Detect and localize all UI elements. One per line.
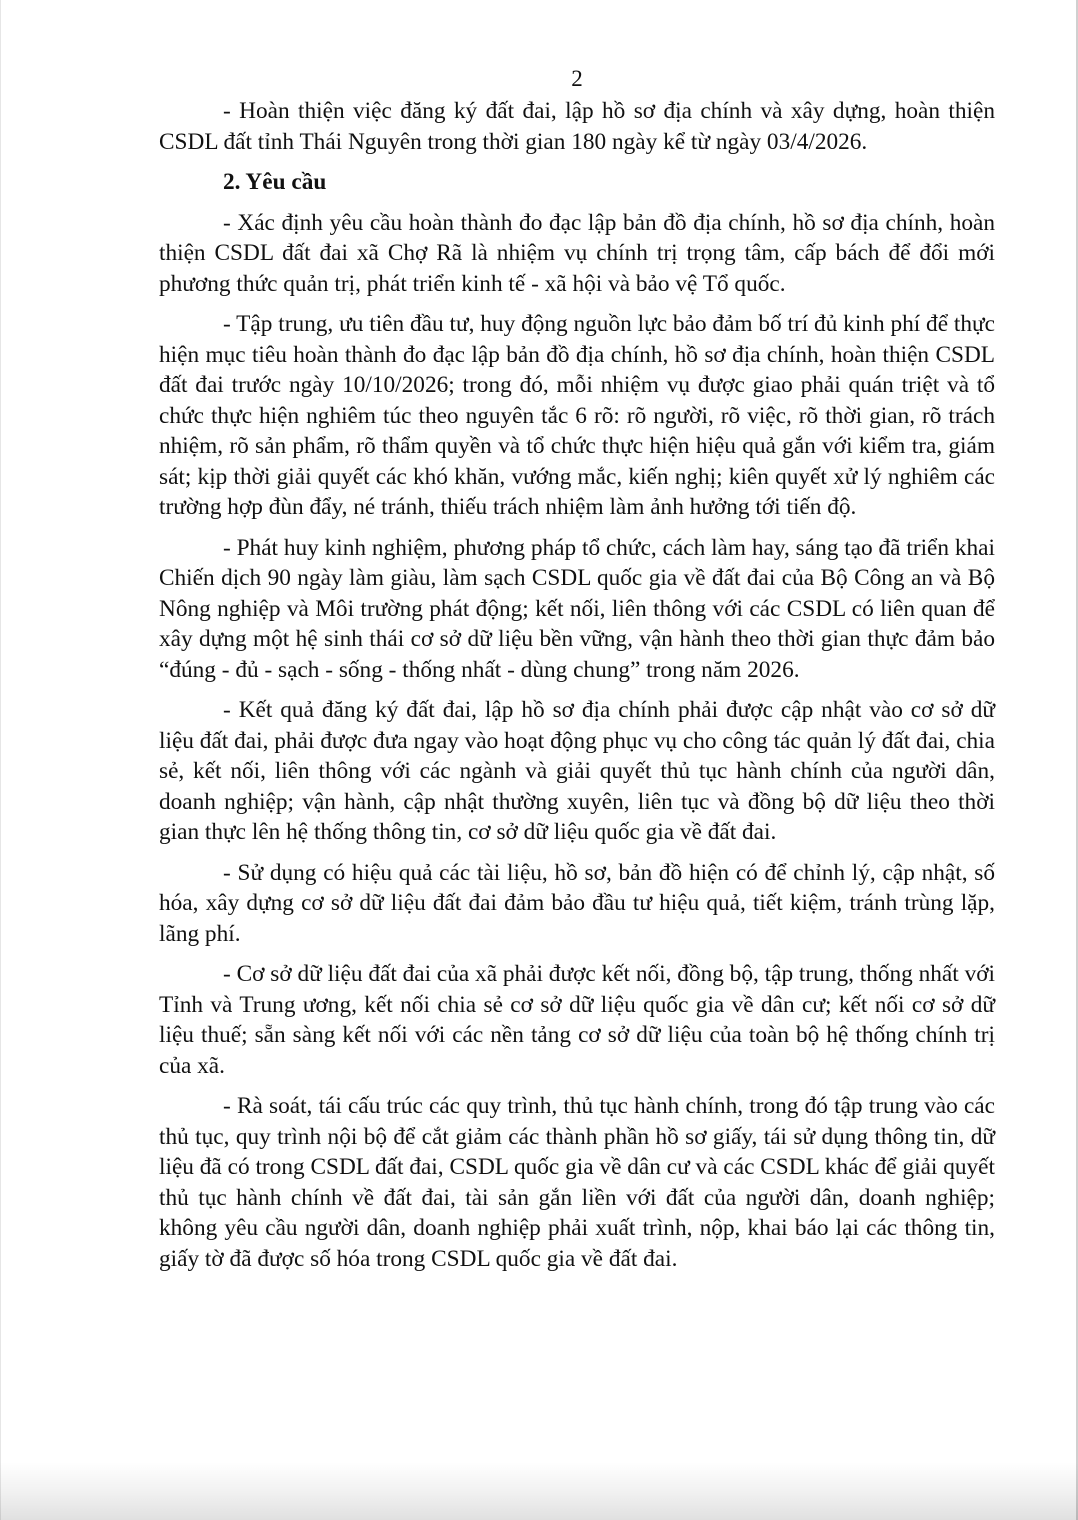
intro-paragraph: - Hoàn thiện việc đăng ký đất đai, lập hồ sơ địa chính và xây dựng, hoàn thiện CSDL đất tỉnh Thái Nguyên trong thời gian 180 ngày kể từ ngày 03/4/2026. xyxy=(159,98,995,155)
page-number: 2 xyxy=(571,66,583,91)
paragraph-7: - Rà soát, tái cấu trúc các quy trình, thủ tục hành chính, trong đó tập trung vào các thủ tục, quy trình nội bộ để cắt giảm các thành phần hồ sơ giấy, tái sử dụng thông tin, dữ liệu đã có trong CSDL đất đai, CSDL quốc gia về dân cư và các CSDL khác để giải quyết thủ tục hành chính về đất đai, tài sản gắn liền với đất của người dân, doanh nghiệp; không yêu cầu người dân, doanh nghiệp phải xuất trình, nộp, khai báo lại các thông tin, giấy tờ đã được số hóa trong CSDL quốc gia về đất đai. xyxy=(159,1093,995,1272)
section-heading: 2. Yêu cầu xyxy=(223,169,327,195)
paragraph-3: - Phát huy kinh nghiệm, phương pháp tổ chức, cách làm hay, sáng tạo đã triển khai Chiến dịch 90 ngày làm giàu, làm sạch CSDL quốc gia về đất đai của Bộ Công an và Bộ Nông nghiệp và Môi trường phát động; kết nối, liên thông với các CSDL có liên quan để xây dựng một hệ sinh thái cơ sở dữ liệu bền vững, vận hành theo thời gian thực đảm bảo “đúng - đủ - sạch - sống - thống nhất - dùng chung” trong năm 2026. xyxy=(159,534,995,683)
paragraph-5: - Sử dụng có hiệu quả các tài liệu, hồ sơ, bản đồ hiện có để chỉnh lý, cập nhật, số hóa, xây dựng cơ sở dữ liệu đất đai đảm bảo đầu tư hiệu quả, tiết kiệm, tránh trùng lặp, lãng phí. xyxy=(159,859,995,947)
document-body xyxy=(159,64,995,1274)
paragraph-6: - Cơ sở dữ liệu đất đai của xã phải được kết nối, đồng bộ, tập trung, thống nhất với Tỉnh và Trung ương, kết nối chia sẻ cơ sở dữ liệu quốc gia về dân cư; kết nối cơ sở dữ liệu thuế; sẵn sàng kết nối với các nền tảng cơ sở dữ liệu của toàn bộ hệ thống chính trị của xã. xyxy=(159,961,996,1079)
paragraph-2: - Tập trung, ưu tiên đầu tư, huy động nguồn lực bảo đảm bố trí đủ kinh phí để thực hiện mục tiêu hoàn thành đo đạc lập bản đồ địa chính, hồ sơ địa chính, hoàn thiện CSDL đất đai trước ngày 10/10/2026; trong đó, mỗi nhiệm vụ được giao phải quán triệt và tổ chức thực hiện nghiêm túc theo nguyên tắc 6 rõ: rõ người, rõ việc, rõ thời gian, rõ trách nhiệm, rõ sản phẩm, rõ thẩm quyền và tổ chức thực hiện hiệu quả gắn với kiểm tra, giám sát; kịp thời giải quyết các khó khăn, vướng mắc, kiến nghị; kiên quyết xử lý nghiêm các trường hợp đùn đẩy, né tránh, thiếu trách nhiệm làm ảnh hưởng tới tiến độ. xyxy=(159,311,995,520)
paragraph-4: - Kết quả đăng ký đất đai, lập hồ sơ địa chính phải được cập nhật vào cơ sở dữ liệu đất đai, phải được đưa ngay vào hoạt động phục vụ cho công tác quản lý đất đai, chia sẻ, kết nối, liên thông với các ngành và giải quyết thủ tục hành chính của người dân, doanh nghiệp; vận hành, cập nhật thường xuyên, liên tục và đồng bộ dữ liệu theo thời gian thực lên hệ thống thông tin, cơ sở dữ liệu quốc gia về đất đai. xyxy=(159,697,995,845)
page-bottom-shadow xyxy=(0,1462,1078,1520)
paragraph-1: - Xác định yêu cầu hoàn thành đo đạc lập bản đồ địa chính, hồ sơ địa chính, hoàn thiện CSDL đất đai xã Chợ Rã là nhiệm vụ chính trị trọng tâm, cấp bách để đổi mới phương thức quản trị, phát triển kinh tế - xã hội và bảo vệ Tổ quốc. xyxy=(159,209,995,297)
